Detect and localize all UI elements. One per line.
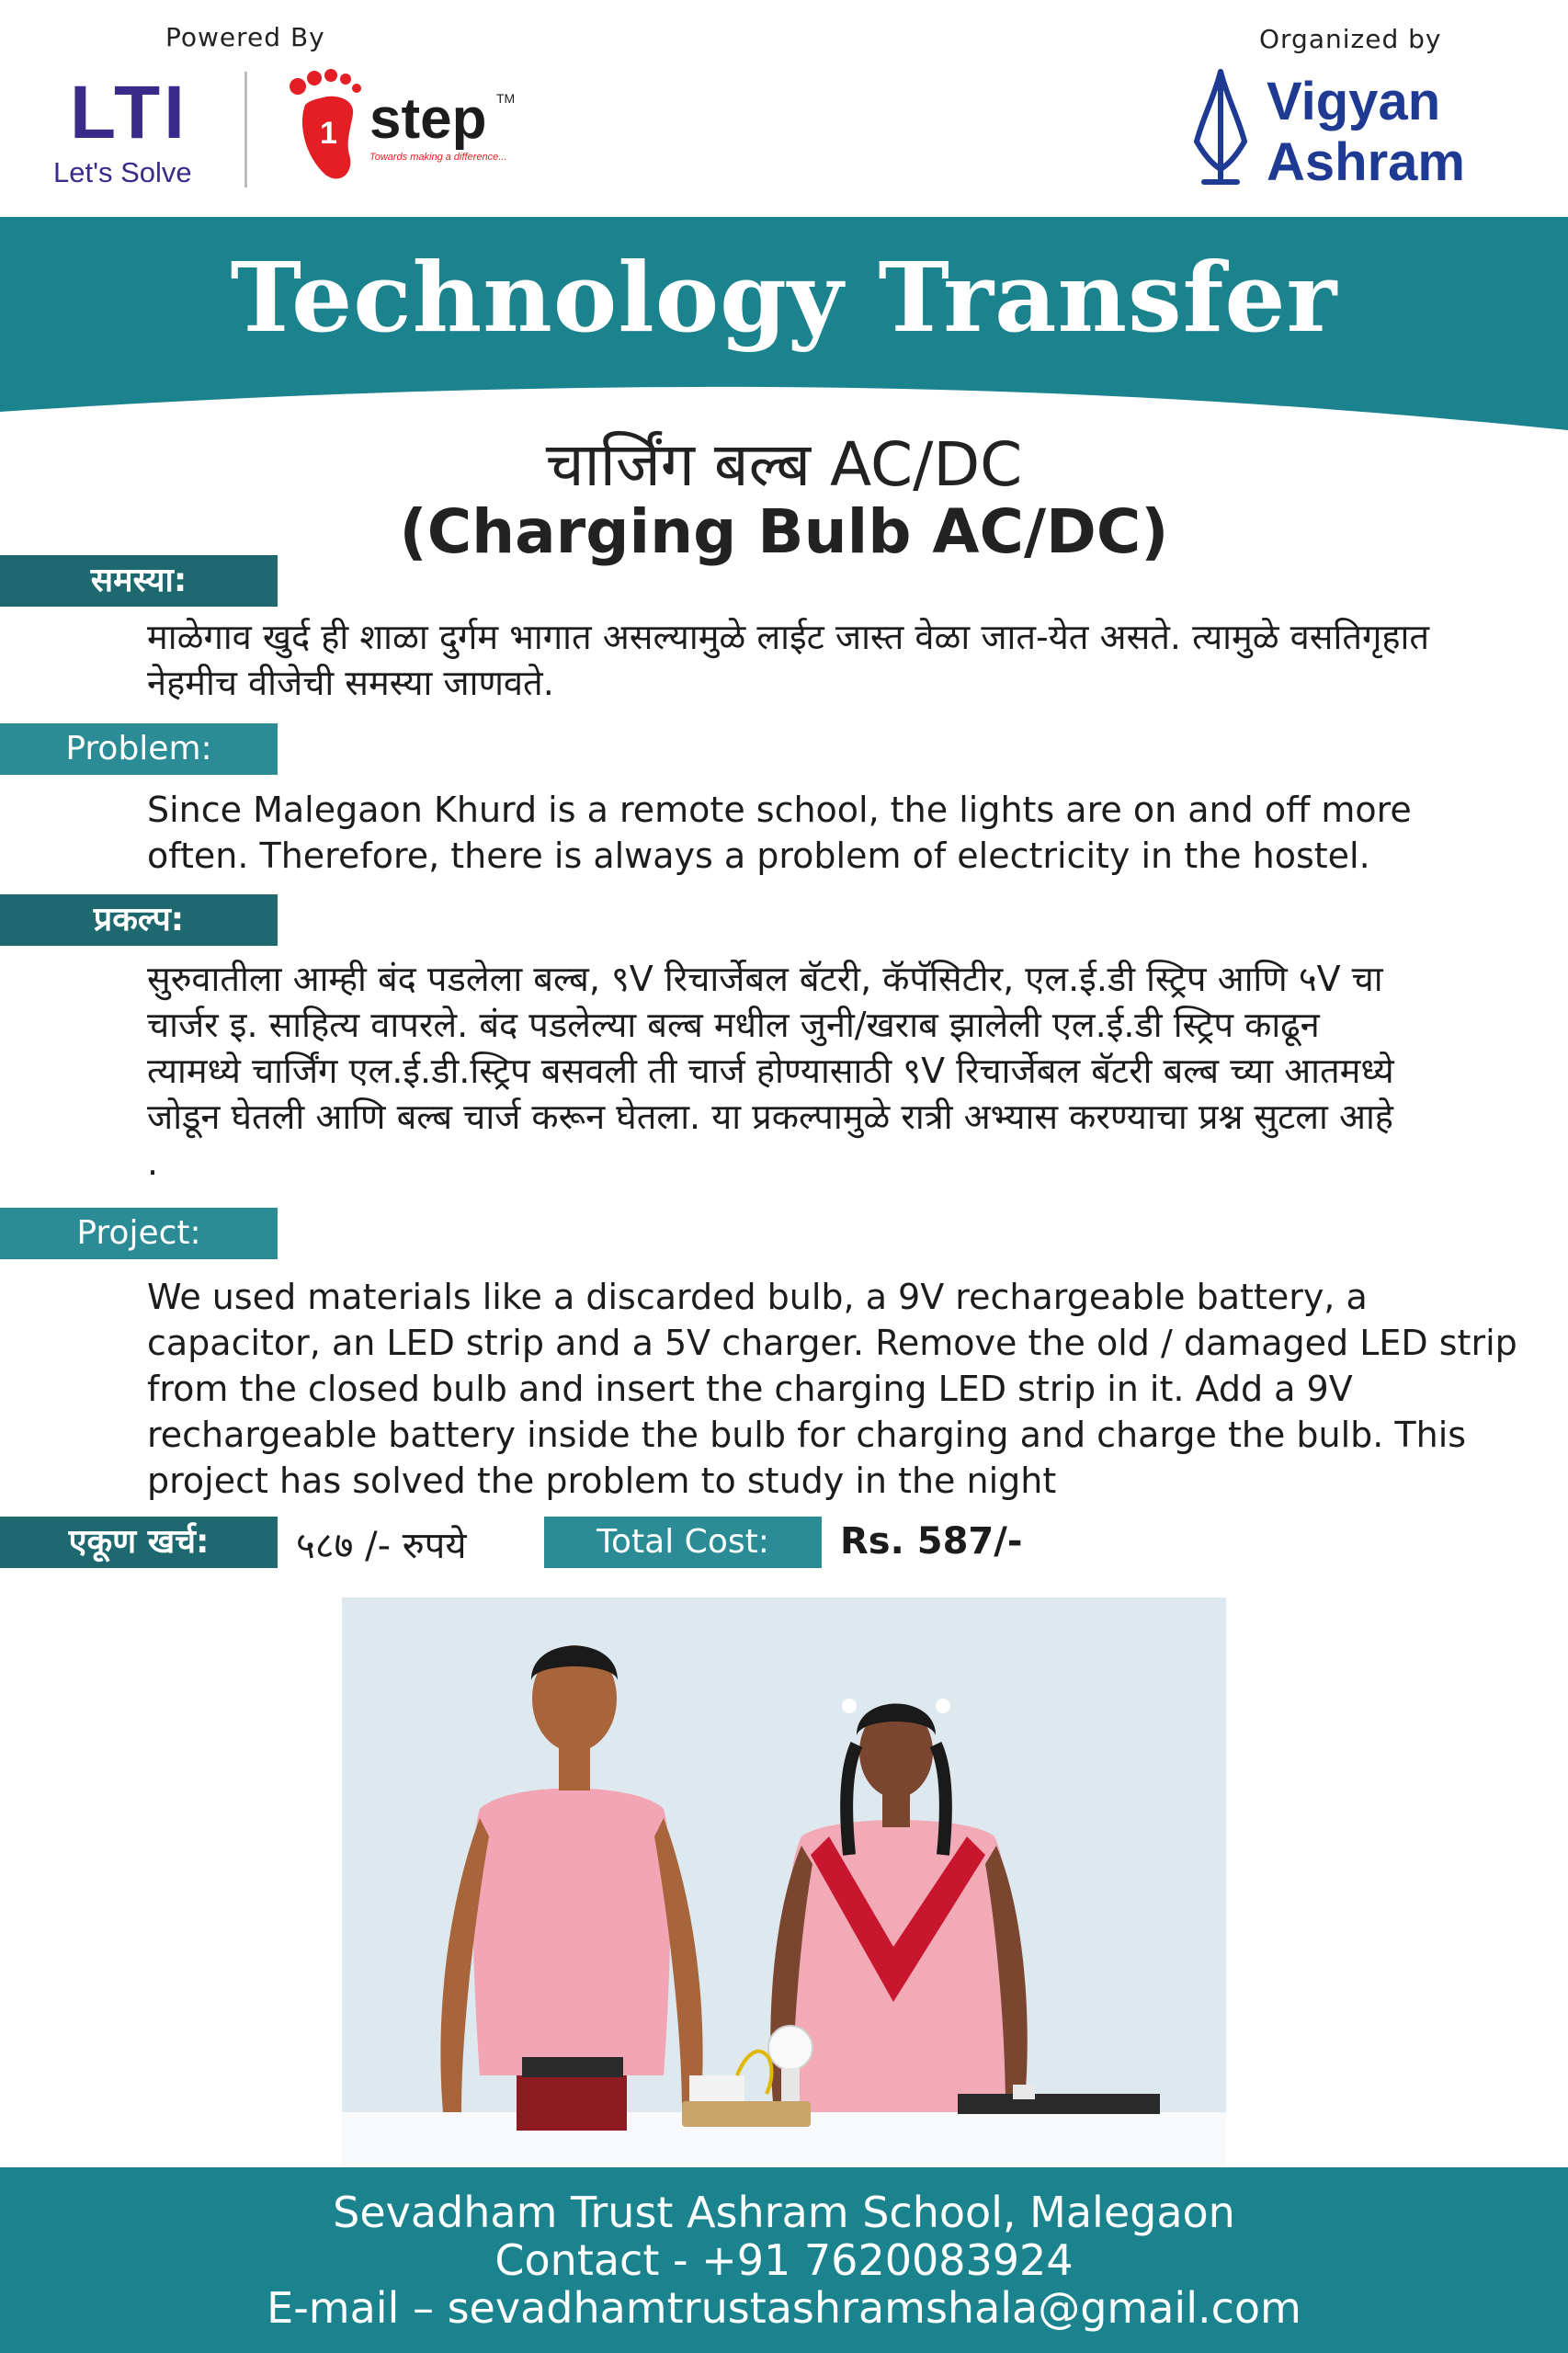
prakalp-text: सुरुवातीला आम्ही बंद पडलेला बल्ब, ९V रिचार्जेबल बॅटरी, कॅपॅसिटीर, एल.ई.डी स्ट्रिप आणि ५V चा चार्जर इ. साहित्य वापरले. बंद पडलेल्या बल्ब मधील जुनी/खराब झालेली एल.ई.डी स्ट्रिप काढून त्यामध्ये चार्जिंग एल.ई.डी.स्ट्रिप बसवली ती चार्ज होण्यासाठी ९V रिचार्जेबल बॅटरी बल्ब च्या आतमध्ये जोडून घेतली आणि बल्ब चार्ज करून घेतला. या प्रकल्पामुळे रात्री अभ्यास करण्याचा प्रश्न सुटला आहे .: [147, 959, 1394, 1183]
vigyan-ashram-logo: [1184, 53, 1506, 200]
footprint-icon: [290, 69, 361, 178]
page-title: Technology Transfer: [230, 241, 1338, 354]
lti-logo: [70, 64, 199, 156]
cost-label-english: Total Cost:: [544, 1517, 822, 1568]
step-tm: TM: [496, 91, 516, 106]
samasya-label: समस्या:: [0, 555, 278, 607]
footer-contact: Contact - +91 7620083924: [494, 2235, 1074, 2285]
cost-value-marathi: ५८७ /- रुपये: [296, 1525, 467, 1567]
subtitle-marathi: चार्जिंग बल्ब AC/DC: [545, 429, 1023, 500]
step-number: 1: [320, 116, 337, 151]
subtitle-english: (Charging Bulb AC/DC): [399, 496, 1169, 567]
students-photo: [342, 1597, 1226, 2171]
footer-school: Sevadham Trust Ashram School, Malegaon: [333, 2188, 1235, 2237]
one-step-logo: [285, 66, 533, 186]
project-label: Project:: [0, 1208, 278, 1259]
organizer-line-2: Ashram: [1267, 132, 1465, 192]
lti-tagline: Let's Solve: [53, 156, 192, 188]
powered-by-label: Powered By: [165, 22, 325, 52]
samasya-text: माळेगाव खुर्द ही शाळा दुर्गम भागात असल्यामुळे लाईट जास्त वेळा जात-येत असते. त्यामुळे वसतिगृहात नेहमीच वीजेची समस्या जाणवते.: [147, 617, 1430, 703]
prakalp-label: प्रकल्प:: [0, 894, 278, 946]
organizer-line-1: Vigyan: [1267, 72, 1441, 131]
organized-by-label: Organized by: [1259, 24, 1442, 54]
logo-divider: [244, 72, 247, 188]
cost-label-marathi: एकूण खर्च:: [0, 1517, 278, 1568]
problem-text: Since Malegaon Khurd is a remote school, the lights are on and off more often. Therefore, there is always a problem of electricity in the hostel.: [147, 790, 1412, 876]
project-text: We used materials like a discarded bulb, a 9V rechargeable battery, a capacitor, an LED strip and a 5V charger. Remove the old / damaged LED strip from the closed bulb and insert the charging LED strip in it. Add a 9V rechargeable battery inside the bulb for charging and charge the bulb. This project has solved the problem to study in the night: [147, 1277, 1517, 1501]
lti-logo-text: LTI: [70, 71, 188, 154]
footer-email[interactable]: E-mail – sevadhamtrustashramshala@gmail.com: [267, 2283, 1301, 2333]
cost-value-english: Rs. 587/-: [840, 1520, 1023, 1563]
step-tagline: Towards making a difference...: [369, 152, 507, 163]
step-logo-text: step: [369, 87, 487, 151]
trident-emblem-icon: [1197, 72, 1244, 182]
problem-label: Problem:: [0, 723, 278, 775]
footer: [0, 2167, 1568, 2353]
